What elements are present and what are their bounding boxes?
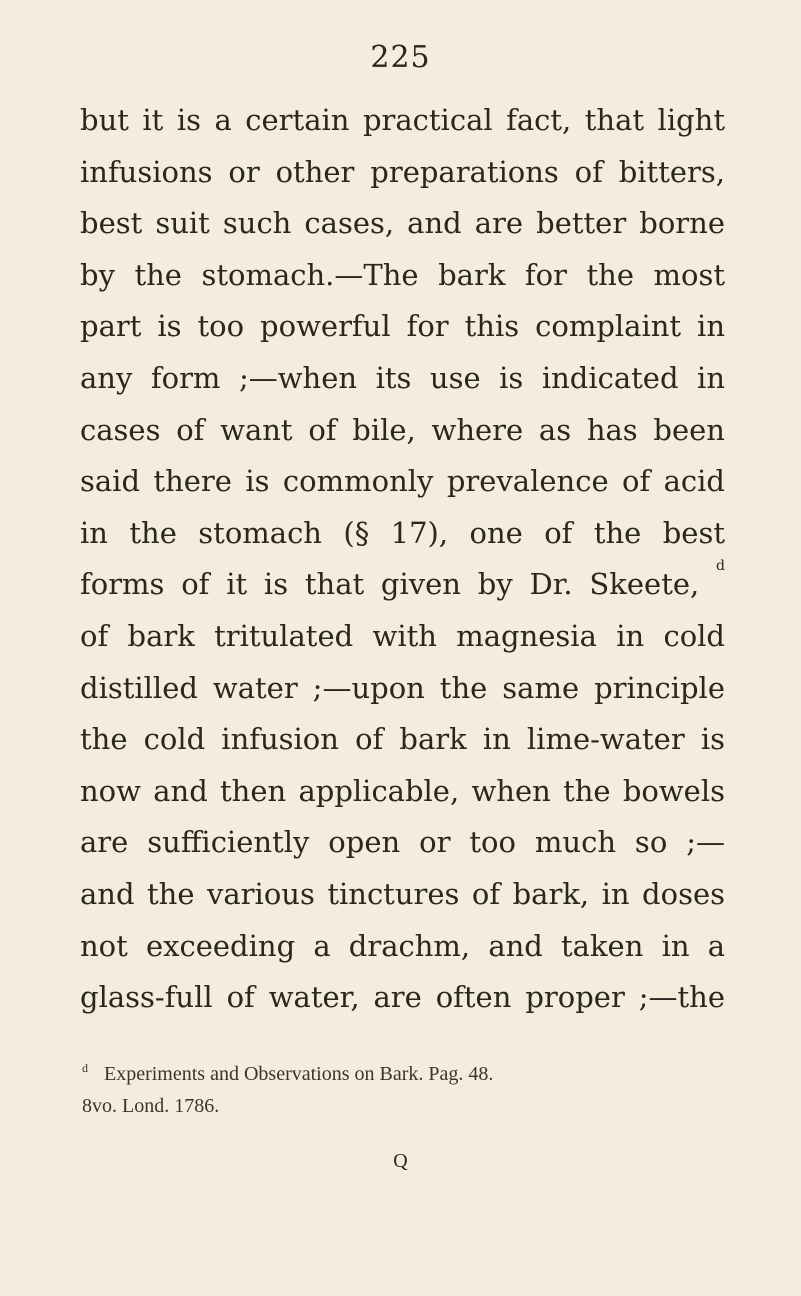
text-line: of bark tritulated with magnesia in cold: [80, 618, 725, 653]
text-line: said there is commonly prevalence of acid: [80, 464, 725, 499]
text-line: part is too powerful for this complaint in: [80, 309, 725, 344]
footnote-line-2: 8vo. Lond. 1786.: [82, 1095, 220, 1117]
text-line: glass-full of water, are often proper ;—the: [80, 980, 725, 1015]
footnote: [82, 1058, 732, 1122]
text-line: now and then applicable, when the bowels: [80, 773, 725, 808]
text-line: are sufficiently open or too much so ;—: [80, 825, 725, 860]
footnote-marker: d: [82, 1061, 88, 1075]
text-line: best suit such cases, and are better borne: [80, 206, 725, 241]
text-line: and the various tinctures of bark, in doses: [80, 876, 725, 911]
text-line-with-footnote-ref: [80, 559, 725, 611]
text-line: distilled water ;—upon the same principle: [80, 670, 725, 705]
text-line: by the stomach.—The bark for the most: [80, 257, 725, 292]
text-line: the cold infusion of bark in lime-water is: [80, 722, 725, 757]
text-line: but it is a certain practical fact, that light: [80, 103, 725, 137]
page-number: 225: [370, 40, 431, 75]
footnote-text: Experiments and Observations on Bark. Pag. 48.: [104, 1063, 494, 1085]
text-line: any form ;—when its use is indicated in: [80, 360, 725, 395]
text-line: cases of want of bile, where as has been: [80, 412, 725, 447]
text-line-content: forms of it is that given by Dr. Skeete,: [80, 567, 700, 602]
footnote-reference: d: [716, 558, 725, 575]
text-line: in the stomach (§ 17), one of the best: [80, 515, 725, 550]
text-line: infusions or other preparations of bitters,: [80, 154, 725, 189]
signature-mark: Q: [393, 1150, 408, 1172]
footnote-line-1: [82, 1058, 732, 1090]
text-line: not exceeding a drachm, and taken in a: [80, 928, 725, 963]
body-text: [80, 95, 725, 1024]
